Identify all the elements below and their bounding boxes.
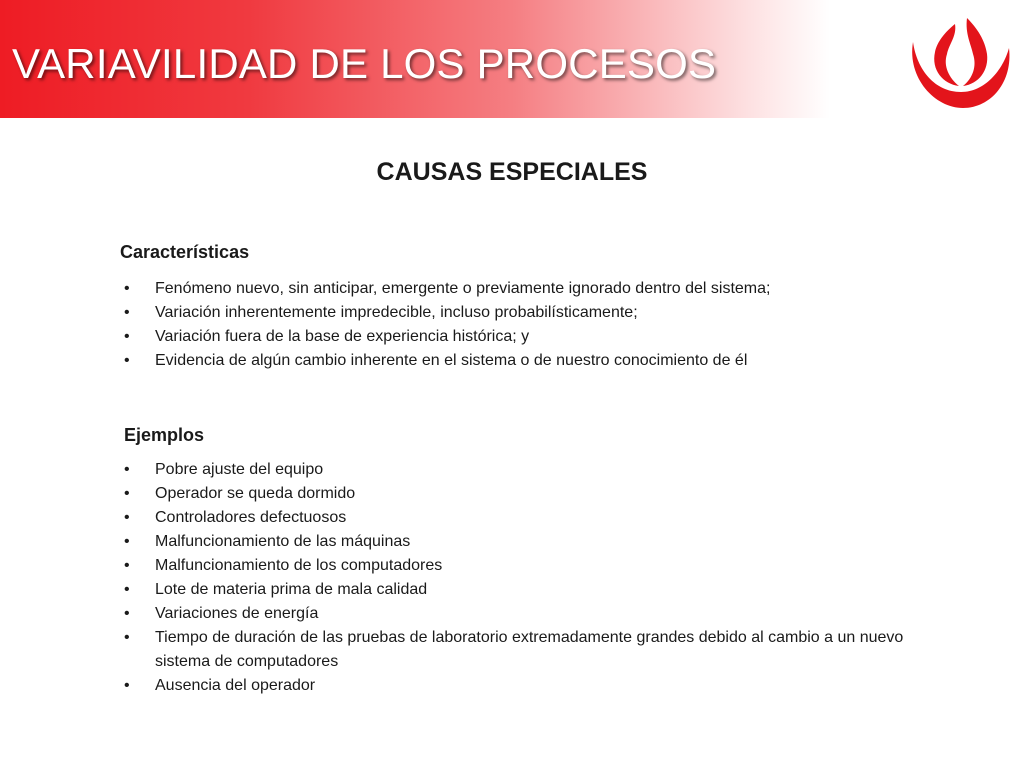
list-item-text: Lote de materia prima de mala calidad	[155, 581, 428, 598]
list-item-text: Ausencia del operador	[155, 677, 316, 694]
bullet-icon: •	[124, 581, 130, 598]
bullet-icon: •	[124, 485, 130, 502]
list-item	[120, 674, 940, 698]
list-item	[120, 530, 940, 554]
list-item	[120, 277, 940, 301]
bullet-icon: •	[124, 557, 130, 574]
bullet-icon: •	[124, 280, 130, 297]
upc-flame-logo-icon	[905, 8, 1015, 112]
list-item-text: Malfuncionamiento de las máquinas	[155, 533, 411, 550]
slide-subtitle: CAUSAS ESPECIALES	[376, 158, 648, 186]
list-item	[120, 626, 940, 674]
list-item	[120, 506, 940, 530]
list-item-text: Pobre ajuste del equipo	[155, 461, 324, 478]
bullet-icon: •	[124, 352, 130, 369]
list-item-text: Tiempo de duración de las pruebas de laboratorio extremadamente grandes debido al cambio a un nuevo sistema de computadores	[155, 629, 904, 670]
bullet-icon: •	[124, 677, 130, 694]
bullet-icon: •	[124, 328, 130, 345]
ejemplos-heading: Ejemplos	[124, 425, 205, 445]
bullet-icon: •	[124, 304, 130, 321]
list-item-text: Fenómeno nuevo, sin anticipar, emergente o previamente ignorado dentro del sistema;	[155, 280, 771, 297]
bullet-icon: •	[124, 533, 130, 550]
list-item	[120, 458, 940, 482]
bullet-icon: •	[124, 629, 130, 646]
caracteristicas-list	[120, 277, 940, 373]
caracteristicas-heading: Características	[120, 242, 250, 262]
list-item-text: Controladores defectuosos	[155, 509, 347, 526]
list-item	[120, 301, 940, 325]
list-item-text: Evidencia de algún cambio inherente en el sistema o de nuestro conocimiento de él	[155, 352, 748, 369]
bullet-icon: •	[124, 509, 130, 526]
list-item-text: Variación fuera de la base de experiencia histórica; y	[155, 328, 530, 345]
bullet-icon: •	[124, 461, 130, 478]
list-item-text: Malfuncionamiento de los computadores	[155, 557, 443, 574]
list-item	[120, 554, 940, 578]
list-item	[120, 482, 940, 506]
list-item-text: Variación inherentemente impredecible, incluso probabilísticamente;	[155, 304, 638, 321]
list-item	[120, 602, 940, 626]
list-item	[120, 578, 940, 602]
slide-title: VARIAVILIDAD DE LOS PROCESOS	[12, 40, 717, 87]
ejemplos-list	[120, 458, 940, 698]
list-item-text: Operador se queda dormido	[155, 485, 356, 502]
list-item	[120, 349, 940, 373]
list-item	[120, 325, 940, 349]
list-item-text: Variaciones de energía	[155, 605, 319, 622]
bullet-icon: •	[124, 605, 130, 622]
